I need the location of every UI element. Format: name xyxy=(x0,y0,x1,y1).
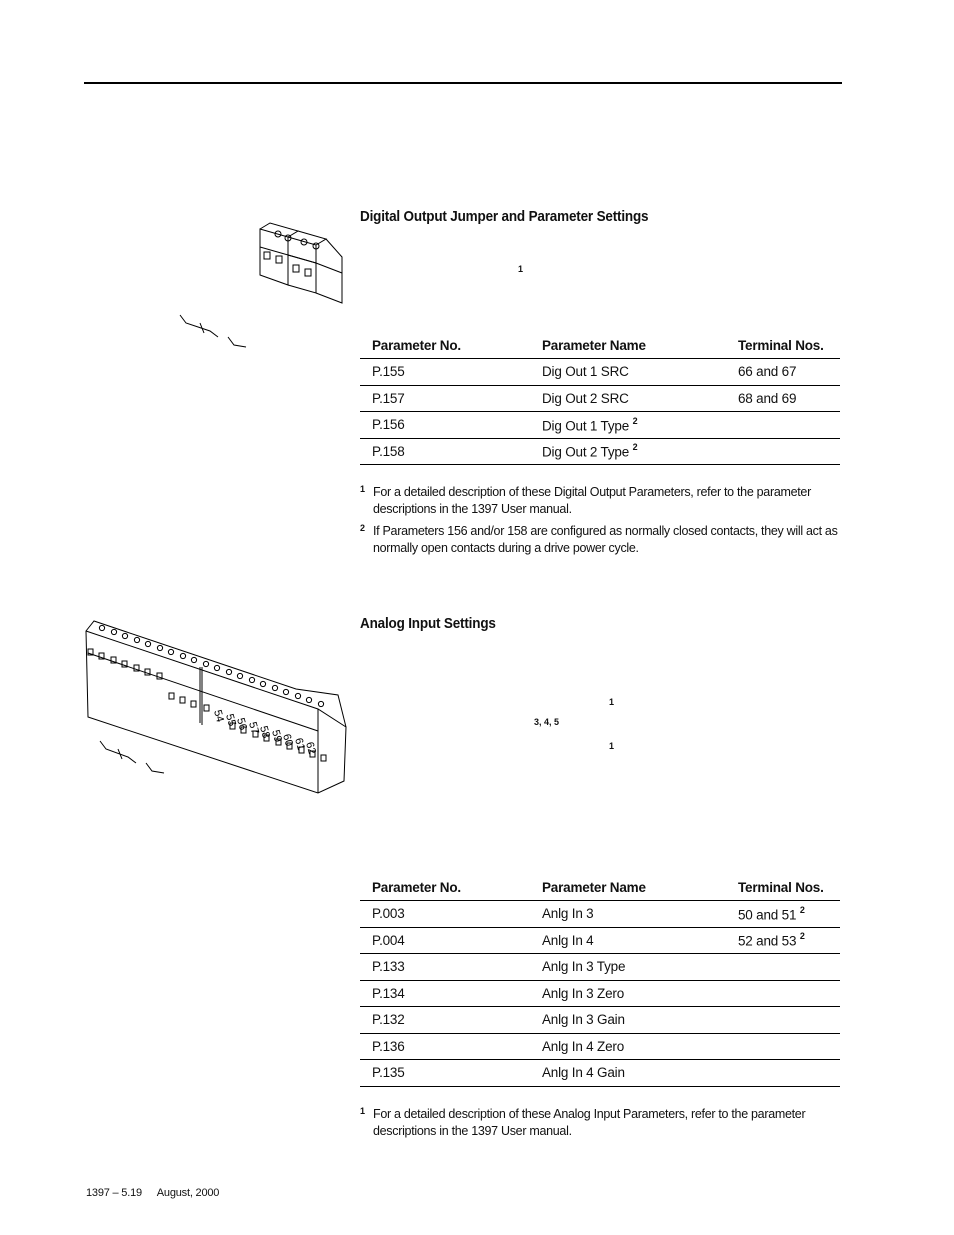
terminal-label: 55 xyxy=(223,712,238,728)
terminal-label: 58 xyxy=(257,724,272,740)
cell-parameter-no: P.132 xyxy=(360,1007,530,1034)
section2-stray-superscript: 3, 4, 5 xyxy=(534,717,560,727)
section2-heading: Analog Input Settings xyxy=(360,615,496,632)
header-terminal-nos: Terminal Nos. xyxy=(726,874,840,901)
cell-terminal-nos: 50 and 51 $^2$ xyxy=(726,901,840,928)
header-terminal-nos: Terminal Nos. xyxy=(726,332,840,359)
cell-terminal-nos xyxy=(726,1060,840,1087)
cell-parameter-name: Anlg In 4 xyxy=(530,927,726,954)
table-row xyxy=(360,954,840,981)
cell-terminal-nos: 68 and 69 xyxy=(726,385,840,412)
cell-terminal-nos xyxy=(726,1033,840,1060)
cell-parameter-name: Anlg In 3 xyxy=(530,901,726,928)
table-row xyxy=(360,927,840,954)
section2-stray-superscript: 1 xyxy=(609,741,615,751)
terminal-label: 56 xyxy=(234,716,249,732)
table-row xyxy=(360,412,840,439)
terminal-label: 61 xyxy=(292,736,307,752)
cell-parameter-name: Anlg In 3 Type xyxy=(530,954,726,981)
section1-footnote-1: 1 For a detailed description of these Digital Output Parameters, refer to the parameter descriptions in the 1397 User manual. xyxy=(360,484,811,516)
cell-parameter-name: Dig Out 2 Type $^2$ xyxy=(530,438,726,465)
digital-output-terminal-block-illustration xyxy=(170,215,350,365)
page-footer xyxy=(86,1187,219,1199)
cell-parameter-name: Anlg In 3 Gain xyxy=(530,1007,726,1034)
cell-parameter-name: Dig Out 2 SRC xyxy=(530,385,726,412)
terminal-label: 57 xyxy=(246,720,261,736)
table-header-row xyxy=(360,332,840,359)
table-row xyxy=(360,385,840,412)
table-row xyxy=(360,980,840,1007)
analog-input-parameter-table xyxy=(360,874,840,1087)
table-row xyxy=(360,901,840,928)
footnote-ref: 2 xyxy=(632,442,638,452)
footnote-ref: 2 xyxy=(799,931,805,941)
header-parameter-name: Parameter Name xyxy=(530,874,726,901)
header-parameter-name: Parameter Name xyxy=(530,332,726,359)
terminal-label: 59 xyxy=(269,728,284,744)
header-parameter-no: Parameter No. xyxy=(360,332,530,359)
footnote-ref: 2 xyxy=(632,415,638,426)
cell-parameter-name: Dig Out 1 SRC xyxy=(530,359,726,386)
cell-parameter-name: Dig Out 1 Type $^2$ xyxy=(530,412,726,439)
header-rule xyxy=(84,82,842,84)
cell-terminal-nos xyxy=(726,412,840,439)
section2-footnote-1: 1 For a detailed description of these Analog Input Parameters, refer to the parameter descriptions in the 1397 User manual. xyxy=(360,1106,806,1138)
cell-parameter-name: Anlg In 3 Zero xyxy=(530,980,726,1007)
section1-stray-superscript: 1 xyxy=(518,264,524,274)
cell-parameter-no: P.157 xyxy=(360,385,530,412)
cell-terminal-nos xyxy=(726,1007,840,1034)
terminal-label: 60 xyxy=(280,732,295,748)
cell-terminal-nos: 52 and 53 $^2$ xyxy=(726,927,840,954)
cell-parameter-no: P.134 xyxy=(360,980,530,1007)
cell-parameter-no: P.155 xyxy=(360,359,530,386)
section1-heading: Digital Output Jumper and Parameter Settings xyxy=(360,208,649,225)
analog-input-terminal-strip-illustration xyxy=(80,615,350,805)
cell-terminal-nos xyxy=(726,980,840,1007)
cell-parameter-no: P.003 xyxy=(360,901,530,928)
cell-parameter-no: P.135 xyxy=(360,1060,530,1087)
header-parameter-no: Parameter No. xyxy=(360,874,530,901)
digital-output-parameter-table xyxy=(360,332,840,465)
section1-footnote-2: 2 If Parameters 156 and/or 158 are configured as normally closed contacts, they will act as normally open contacts during a drive power cycle. xyxy=(360,523,838,555)
table-row xyxy=(360,1060,840,1087)
cell-terminal-nos: 66 and 67 xyxy=(726,359,840,386)
table-row xyxy=(360,1033,840,1060)
cell-terminal-nos xyxy=(726,954,840,981)
footer-doc-number: 1397 – 5.19 xyxy=(86,1187,142,1199)
cell-parameter-name: Anlg In 4 Gain xyxy=(530,1060,726,1087)
terminal-label: 62 xyxy=(303,740,318,756)
table-row xyxy=(360,359,840,386)
cell-terminal-nos xyxy=(726,438,840,465)
footer-date: August, 2000 xyxy=(156,1187,220,1199)
footnote-ref: 2 xyxy=(799,904,805,915)
cell-parameter-no: P.133 xyxy=(360,954,530,981)
table-row xyxy=(360,438,840,465)
table-header-row xyxy=(360,874,840,901)
cell-parameter-no: P.158 xyxy=(360,438,530,465)
section2-stray-superscript: 1 xyxy=(609,697,615,707)
cell-parameter-no: P.136 xyxy=(360,1033,530,1060)
cell-parameter-name: Anlg In 4 Zero xyxy=(530,1033,726,1060)
cell-parameter-no: P.156 xyxy=(360,412,530,439)
terminal-label: 54 xyxy=(211,708,226,724)
table-row xyxy=(360,1007,840,1034)
cell-parameter-no: P.004 xyxy=(360,927,530,954)
